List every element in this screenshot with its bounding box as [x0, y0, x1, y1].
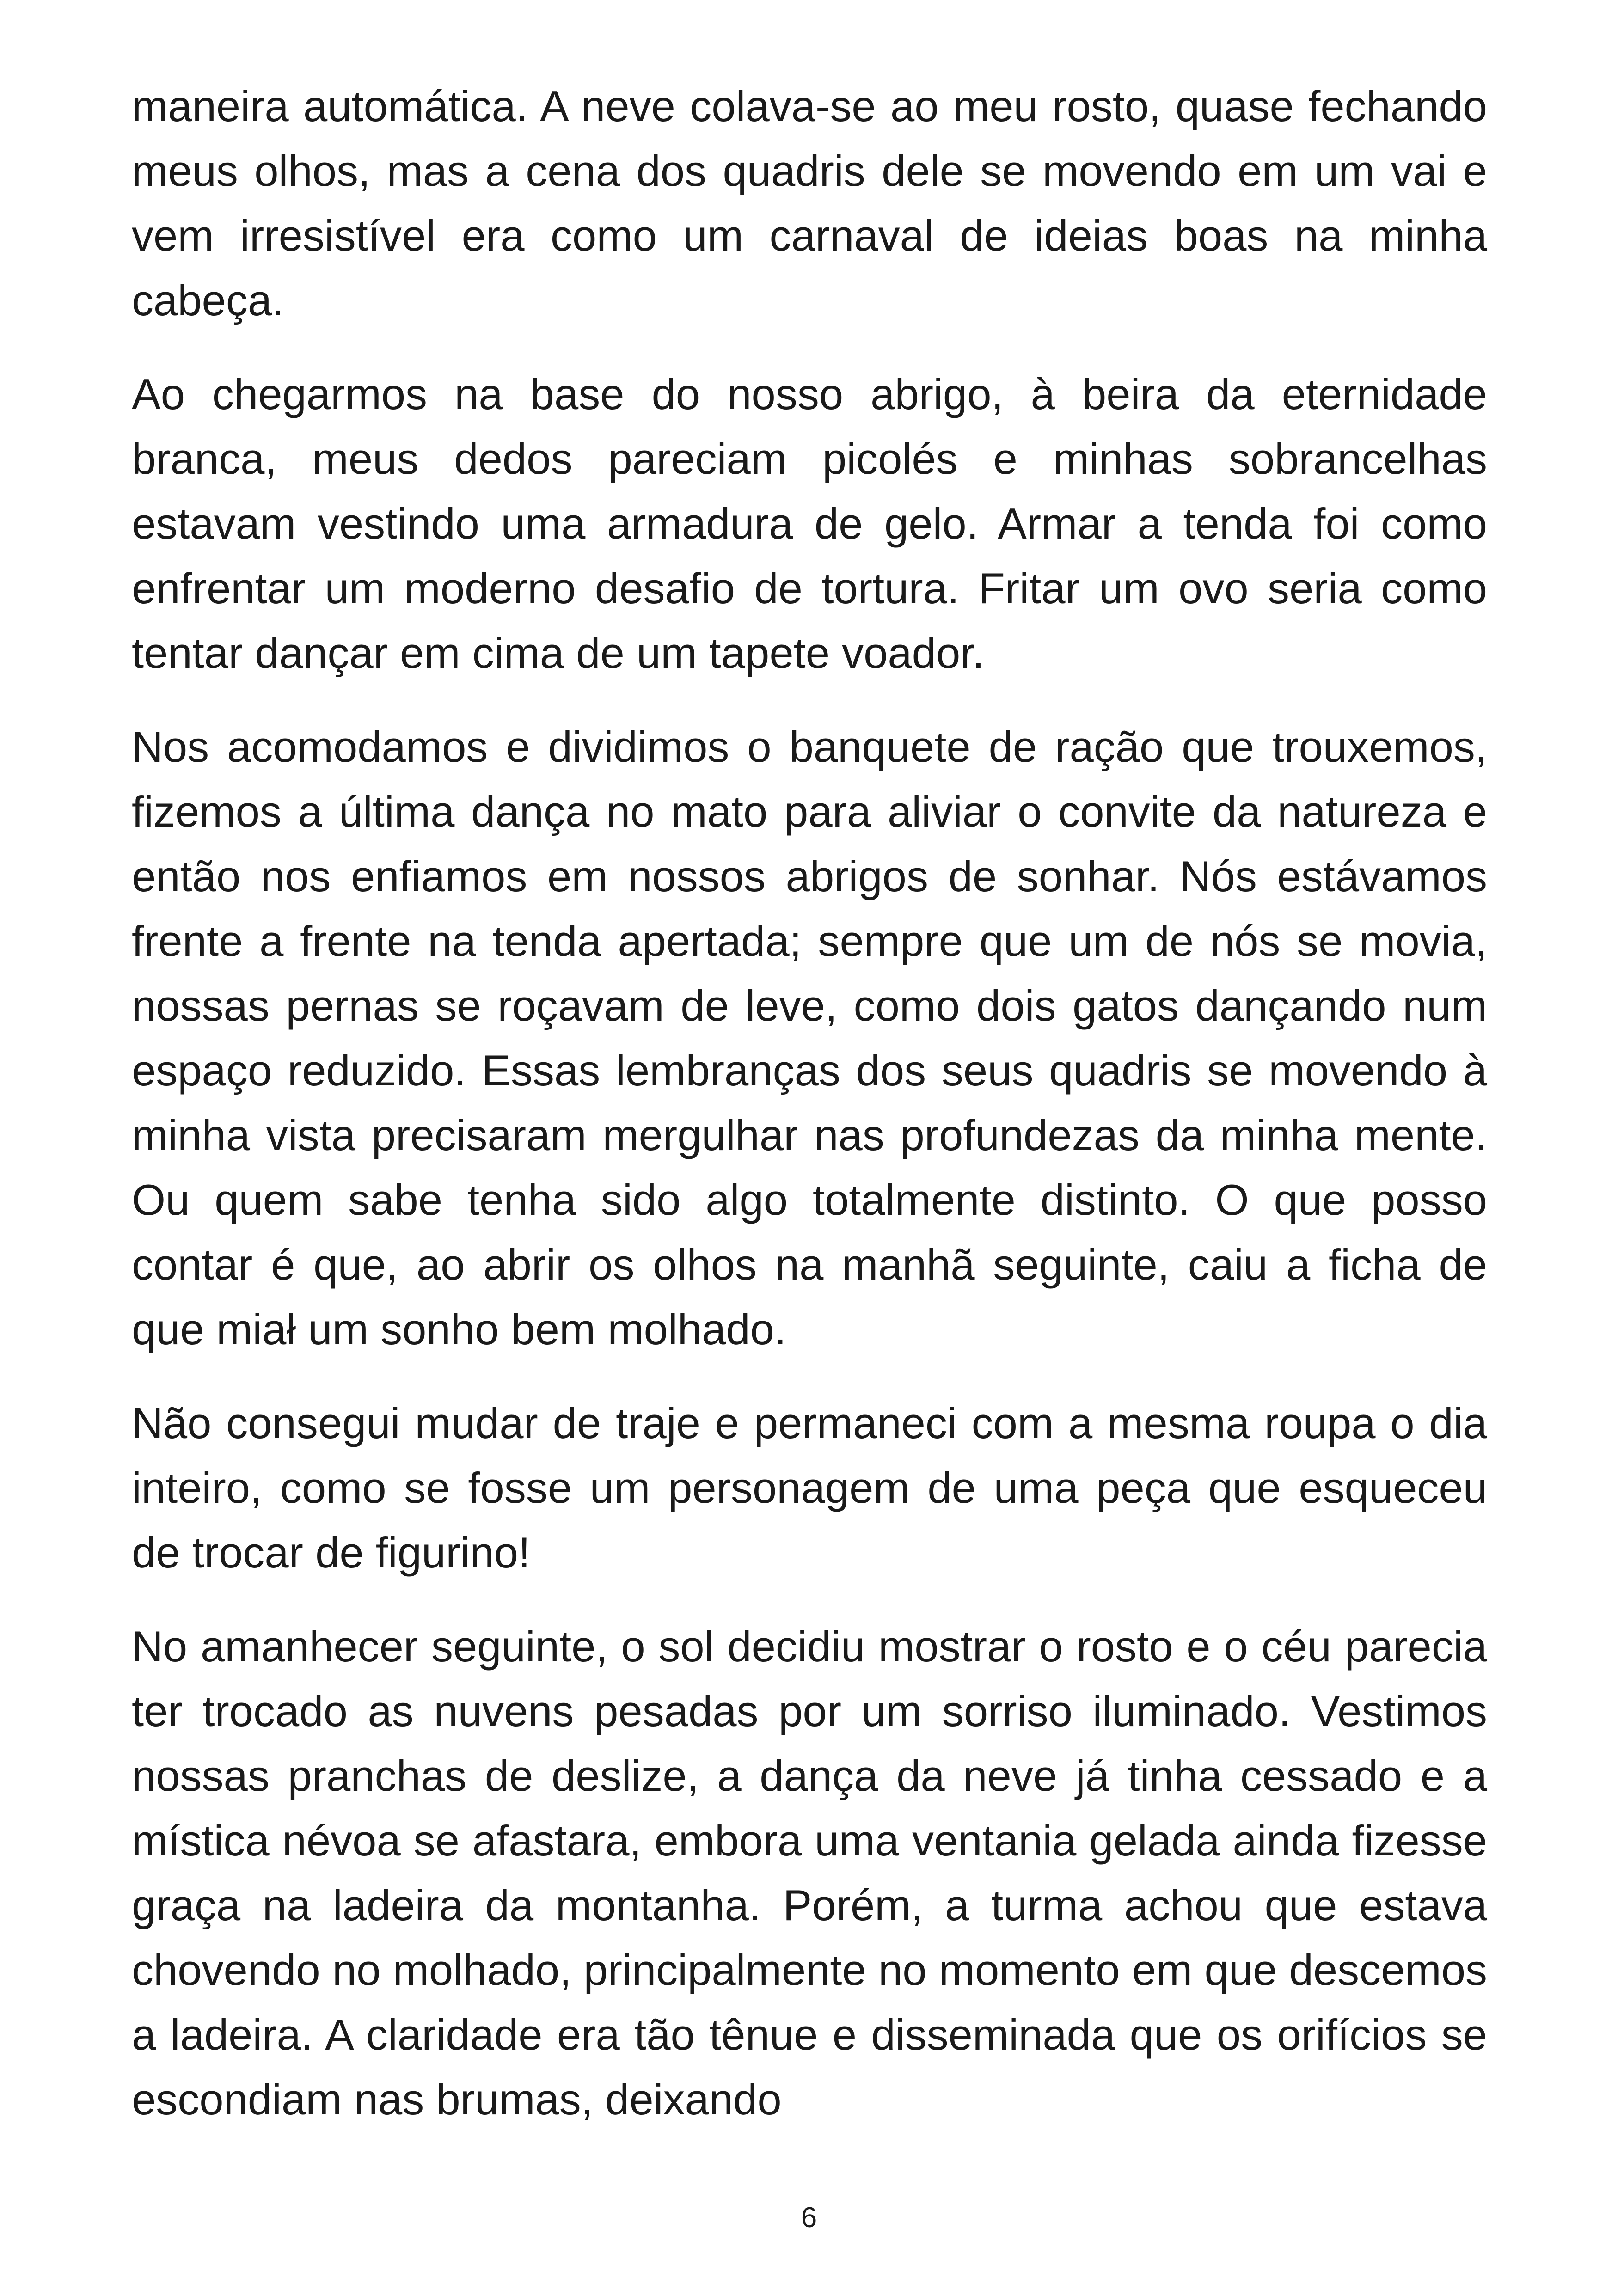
paragraph: Ao chegarmos na base do nosso abrigo, à beira da eternidade branca, meus dedos pareciam picolés e minhas sobrancelhas estavam vestindo uma armadura de gelo. Armar a tenda foi como enfrentar um moderno desafio de tortura. Fritar um ovo seria como tentar dançar em cima de um tapete voador. [132, 370, 1487, 677]
paragraph: Nos acomodamos e dividimos o banquete de ração que trouxemos, fizemos a última dança no mato para aliviar o convite da natureza e então nos enfiamos em nossos abrigos de sonhar. Nós estávamos frente a frente na tenda apertada; sempre que um de nós se movia, nossas pernas se roçavam de leve, como dois gatos dançando num espaço reduzido. Essas lembranças dos seus quadris se movendo à minha vista precisaram mergulhar nas profundezas da minha mente. Ou quem sabe tenha sido algo totalmente distinto. O que posso contar é que, ao abrir os olhos na manhã seguinte, caiu a ficha de que miał um sonho bem molhado. [132, 722, 1487, 1353]
paragraph: Não consegui mudar de traje e permaneci com a mesma roupa o dia inteiro, como se fosse um personagem de uma peça que esqueceu de trocar de figurino! [132, 1399, 1487, 1577]
page-number: 6 [801, 2202, 817, 2234]
paragraph: maneira automática. A neve colava-se ao meu rosto, quase fechando meus olhos, mas a cena dos quadris dele se movendo em um vai e vem irresistível era como um carnaval de ideias boas na minha cabeça. [132, 82, 1487, 325]
page-body [132, 74, 1487, 2161]
paragraph: No amanhecer seguinte, o sol decidiu mostrar o rosto e o céu parecia ter trocado as nuvens pesadas por um sorriso iluminado. Vestimos nossas pranchas de deslize, a dança da neve já tinha cessado e a mística névoa se afastara, embora uma ventania gelada ainda fizesse graça na ladeira da montanha. Porém, a turma achou que estava chovendo no molhado, principalmente no momento em que descemos a ladeira. A claridade era tão tênue e disseminada que os orifícios se escondiam nas brumas, deixando [132, 1622, 1487, 2124]
